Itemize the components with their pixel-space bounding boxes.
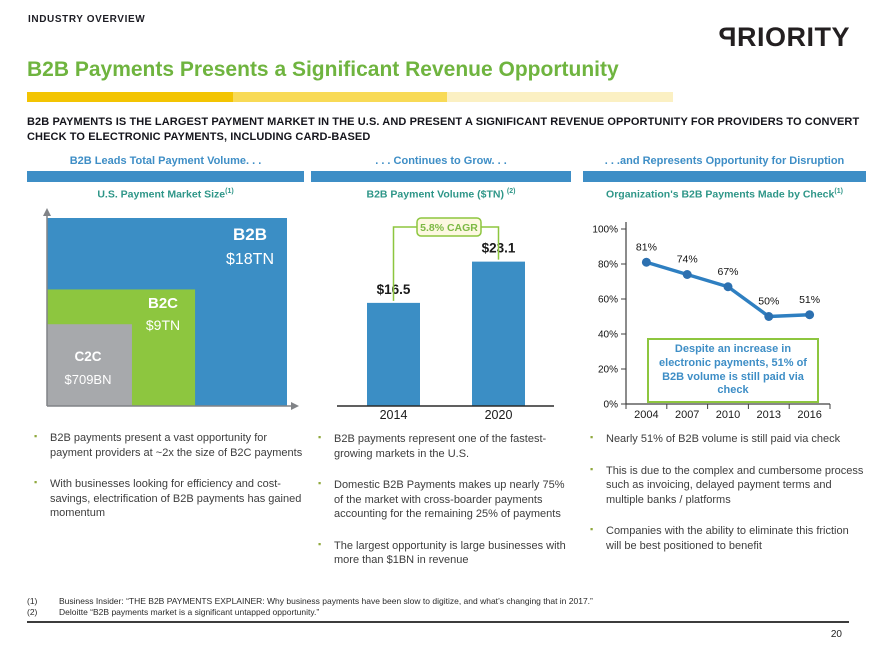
bullet-list [31, 431, 304, 521]
svg-text:$9TN: $9TN [145, 317, 181, 333]
chart-title [311, 188, 571, 204]
column-header: B2B Leads Total Payment Volume. . . [69, 155, 262, 167]
footnotes [27, 596, 859, 618]
column-header-bar [583, 171, 866, 182]
page-number: 20 [830, 629, 842, 640]
chart-title-text: B2B Payment Volume ($TN) [366, 188, 504, 201]
column-header-bar [311, 171, 571, 182]
eyebrow-label: INDUSTRY OVERVIEW [28, 14, 146, 25]
market-size-chart [27, 206, 304, 411]
slide-title: B2B Payments Presents a Significant Revenue Opportunity [27, 58, 619, 81]
logo-letter-p: P [718, 22, 737, 52]
svg-text:67%: 67% [717, 265, 739, 278]
bullet-item: ▪ Companies with the ability to eliminate this friction will be best positioned to benefit [587, 524, 866, 553]
check-payments-line-chart [583, 206, 866, 422]
underline-segment-pale [447, 92, 673, 102]
callout-box: Despite an increase in electronic payments, 51% of B2B volume is still paid via check [647, 338, 819, 403]
chart-title-footnote-ref: (1) [834, 188, 843, 195]
bottom-divider [27, 621, 849, 623]
title-underline [27, 92, 673, 102]
svg-text:80%: 80% [597, 259, 618, 271]
svg-text:$16.5: $16.5 [376, 281, 411, 297]
column-header: . . . Continues to Grow. . . [375, 155, 507, 167]
column-payment-volume [27, 155, 304, 538]
summary-text: B2B PAYMENTS IS THE LARGEST PAYMENT MARKET IN THE U.S. AND PRESENT A SIGNIFICANT REVENUE OPPORTUNITY FOR PROVIDERS TO CONVERT CHECK TO ELECTRONIC PAYMENTS, INCLUDING CARD-BASED [27, 116, 860, 144]
chart-title-footnote-ref: (1) [225, 188, 234, 195]
chart-title [583, 188, 866, 204]
logo-letters-rest: RIORITY [736, 22, 850, 52]
footnote-number: (1) [27, 596, 38, 606]
footnote-row [27, 596, 859, 607]
bullet-item: ▪ The largest opportunity is large businesses with more than $1BN in revenue [315, 539, 571, 568]
svg-text:2007: 2007 [674, 409, 700, 421]
footnote-text: Business Insider: “THE B2B PAYMENTS EXPLAINER: Why business payments have been slow to digitize, and what’s changing that in 2017.” [59, 596, 593, 606]
svg-text:50%: 50% [758, 295, 780, 308]
column-header-bar [27, 171, 304, 182]
chart-title [27, 188, 304, 204]
payment-volume-bar-chart [311, 206, 571, 422]
priority-logo [718, 22, 850, 53]
underline-segment-yellow [233, 92, 447, 102]
bullet-item: ▪ Domestic B2B Payments makes up nearly 75% of the market with cross-boarder payments accounting for the remaining 25% of payments [315, 478, 571, 522]
svg-text:C2C: C2C [74, 349, 102, 364]
svg-text:100%: 100% [592, 224, 618, 236]
svg-text:0%: 0% [603, 399, 618, 411]
svg-text:2004: 2004 [634, 409, 659, 421]
svg-text:$23.1: $23.1 [481, 240, 516, 256]
bullet-item: ▪ With businesses looking for efficiency and cost-savings, electrification of B2B payments has gained momentum [31, 477, 304, 521]
svg-text:B2C: B2C [147, 295, 179, 312]
column-disruption [583, 155, 866, 570]
bullet-list [587, 432, 866, 553]
svg-text:2014: 2014 [379, 408, 408, 422]
bullet-item: ▪ This is due to the complex and cumbersome process such as invoicing, delayed payment terms and multiple banks / platforms [587, 464, 866, 508]
underline-segment-gold [27, 92, 233, 102]
svg-text:2020: 2020 [484, 408, 513, 422]
column-growth [311, 155, 571, 585]
svg-text:20%: 20% [597, 364, 618, 376]
bullet-list [315, 432, 571, 568]
svg-text:2013: 2013 [756, 409, 782, 421]
svg-text:2010: 2010 [715, 409, 741, 421]
bullet-item: ▪ B2B payments represent one of the fastest-growing markets in the U.S. [315, 432, 571, 461]
svg-text:B2B: B2B [232, 225, 268, 244]
svg-text:2016: 2016 [797, 409, 822, 421]
svg-text:40%: 40% [597, 329, 618, 341]
chart-title-footnote-ref: (2) [506, 188, 516, 195]
footnote-number: (2) [27, 607, 38, 618]
chart-title-text: U.S. Payment Market Size [97, 188, 226, 201]
svg-text:$18TN: $18TN [225, 251, 275, 268]
bullet-item: ▪ Nearly 51% of B2B volume is still paid via check [587, 432, 866, 447]
chart-title-text: Organization's B2B Payments Made by Check [606, 188, 835, 201]
svg-text:81%: 81% [635, 241, 657, 254]
column-header: . . .and Represents Opportunity for Disruption [604, 155, 845, 167]
bullet-item: ▪ B2B payments present a vast opportunity for payment providers at ~2x the size of B2C payments [31, 431, 304, 460]
footnote-row [27, 607, 859, 618]
svg-text:74%: 74% [676, 253, 698, 266]
svg-text:$709BN: $709BN [64, 372, 112, 387]
svg-text:60%: 60% [597, 294, 618, 306]
footnote-text: Deloitte “B2B payments market is a significant untapped opportunity.” [59, 607, 320, 618]
svg-text:51%: 51% [799, 293, 821, 306]
svg-text:5.8% CAGR: 5.8% CAGR [420, 222, 478, 234]
